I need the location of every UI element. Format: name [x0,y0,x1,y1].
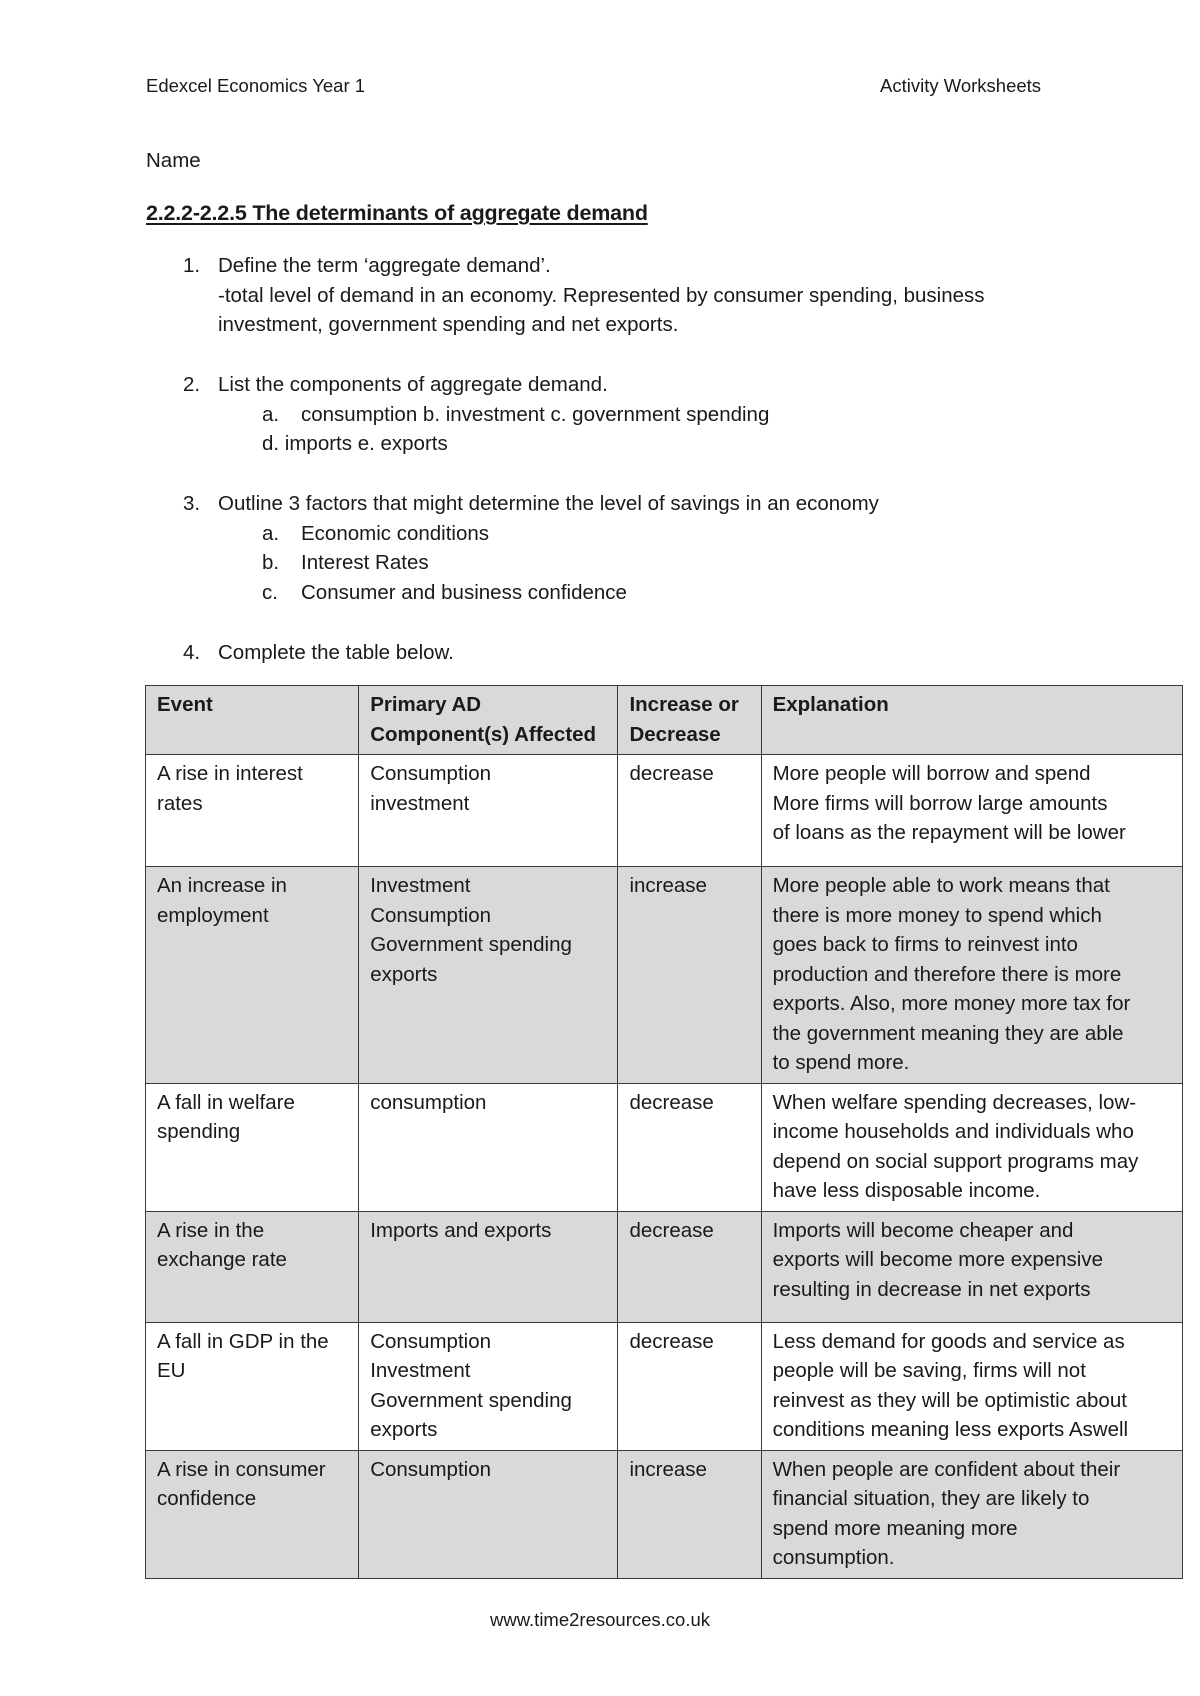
question-number: 3. [183,492,201,515]
answer-item [262,400,1066,430]
answer-line: consumption b. investment c. government spending [301,402,770,426]
cell-direction: increase [618,1450,761,1578]
table-row [146,867,1183,1084]
cell-event: A rise in consumer confidence [146,1450,359,1578]
header-direction: Increase or Decrease [618,686,761,755]
cell-direction: decrease [618,1083,761,1211]
cell-direction: increase [618,867,761,1084]
item-letter: a. [262,402,280,426]
table-row [146,755,1183,867]
question-number: 4. [183,641,201,664]
question-number: 1. [183,254,201,277]
footer-url: www.time2resources.co.uk [489,1609,711,1630]
cell-components: Consumption Investment Government spending exports [359,1322,618,1450]
cell-event: A fall in welfare spending [146,1083,359,1211]
cell-explanation: Less demand for goods and service as people will be saving, firms will not reinvest as they will be optimistic about conditions meaning less exports Aswell [761,1322,1182,1450]
item-letter: b. [262,551,280,574]
answer-item [262,519,1066,549]
worksheet-title: 2.2.2-2.2.5 The determinants of aggregate demand [146,201,648,225]
ad-determinants-table [145,685,1183,1579]
cell-components: Investment Consumption Government spending exports [359,867,618,1084]
cell-explanation: Imports will become cheaper and exports will become more expensive resulting in decrease in net exports [761,1211,1182,1322]
header-event: Event [146,686,359,755]
item-text: Economic conditions [301,521,490,545]
cell-event: A rise in the exchange rate [146,1211,359,1322]
cell-event: A fall in GDP in the EU [146,1322,359,1450]
question-text: Complete the table below. [218,641,454,664]
table-row [146,1450,1183,1578]
question-text: List the components of aggregate demand. [218,373,608,396]
cell-event: A rise in interest rates [146,755,359,867]
table-row [146,1083,1183,1211]
cell-components: consumption [359,1083,618,1211]
answer-item [262,578,1066,608]
answer-line: d. imports e. exports [262,432,448,455]
table-header-row [146,686,1183,755]
cell-direction: decrease [618,1322,761,1450]
table-row [146,1211,1183,1322]
item-text: Consumer and business confidence [301,580,627,604]
question-3 [146,489,1066,607]
item-letter: c. [262,580,278,604]
header-explanation: Explanation [761,686,1182,755]
question-number: 2. [183,373,201,396]
cell-direction: decrease [618,1211,761,1322]
cell-direction: decrease [618,755,761,867]
cell-components: Consumption [359,1450,618,1578]
question-text: Define the term ‘aggregate demand’. [218,254,551,277]
question-text: Outline 3 factors that might determine the level of savings in an economy [218,492,879,515]
question-2 [146,370,1066,459]
cell-explanation: When people are confident about their financial situation, they are likely to spend more meaning more consumption. [761,1450,1182,1578]
cell-components: Imports and exports [359,1211,618,1322]
answer-line: investment, government spending and net exports. [218,313,679,336]
answer-line: -total level of demand in an economy. Represented by consumer spending, business [218,283,985,307]
cell-explanation: More people able to work means that there is more money to spend which goes back to firms to reinvest into production and therefore there is more exports. Also, more money more tax for the government meaning they are able to spend more. [761,867,1182,1084]
header-components: Primary AD Component(s) Affected [359,686,618,755]
cell-components: Consumption investment [359,755,618,867]
header-subject: Edexcel Economics Year 1 [146,75,366,96]
cell-explanation: When welfare spending decreases, low- income households and individuals who depend on social support programs may have less disposable income. [761,1083,1182,1211]
item-text: Interest Rates [301,551,429,574]
name-label: Name [146,149,201,172]
table-row [146,1322,1183,1450]
cell-explanation: More people will borrow and spend More firms will borrow large amounts of loans as the repayment will be lower [761,755,1182,867]
header-series: Activity Worksheets [880,75,1042,96]
item-letter: a. [262,521,280,545]
answer-item [262,548,1066,578]
question-1 [146,251,1066,340]
question-4 [146,638,1066,668]
cell-event: An increase in employment [146,867,359,1084]
